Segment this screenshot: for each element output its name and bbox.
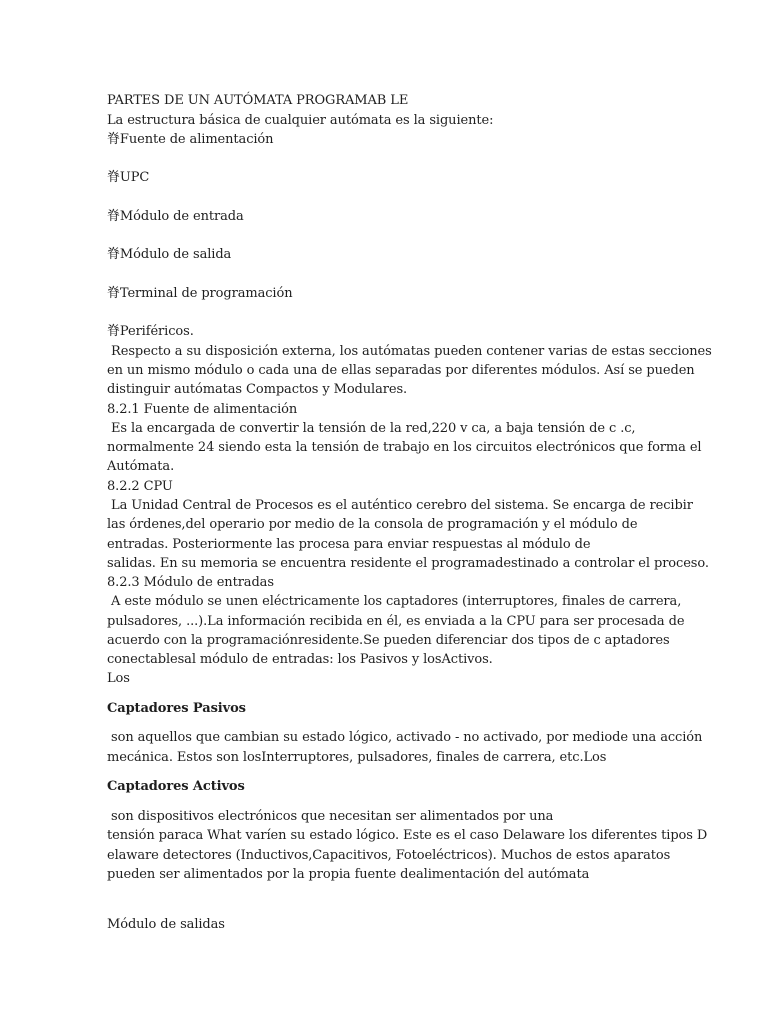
section-heading: 8.2.3 Módulo de entradas	[107, 575, 274, 590]
section-heading: 8.2.1 Fuente de alimentación	[107, 402, 298, 417]
paragraph-line: distinguir autómatas Compactos y Modulares.	[107, 382, 408, 397]
intro-text: La estructura básica de cualquier autómata es la siguiente:	[107, 113, 494, 128]
paragraph-line: La Unidad Central de Procesos es el auténtico cerebro del sistema. Se encarga de recibir	[107, 498, 693, 513]
bullet-icon: 脊	[107, 132, 120, 147]
bullet-label: UPC	[119, 170, 150, 185]
paragraph-line: elaware detectores (Inductivos,Capacitivos, Fotoeléctricos). Muchos de estos aparatos	[107, 848, 671, 863]
bullet-item	[107, 323, 194, 340]
paragraph-line: A este módulo se unen eléctricamente los captadores (interruptores, finales de carrera,	[107, 594, 682, 609]
bullet-label: Periféricos.	[119, 324, 194, 339]
paragraph-line: Es la encargada de convertir la tensión de la red,220 v ca, a baja tensión de c .c,	[107, 421, 636, 436]
bullet-icon: 脊	[107, 209, 120, 224]
section-heading: Módulo de salidas	[107, 917, 225, 932]
document-title: PARTES DE UN AUTÓMATA PROGRAMAB LE	[107, 93, 409, 108]
bullet-icon: 脊	[107, 170, 120, 185]
paragraph-line: conectablesal módulo de entradas: los Pasivos y losActivos.	[107, 652, 493, 667]
bullet-label: Fuente de alimentación	[119, 132, 274, 147]
bullet-label: Módulo de salida	[119, 247, 232, 262]
bullet-item	[107, 169, 149, 186]
section-heading: 8.2.2 CPU	[107, 479, 173, 494]
paragraph-line: son aquellos que cambian su estado lógico, activado - no activado, por mediode una acción	[107, 730, 703, 745]
paragraph-line: Respecto a su disposición externa, los autómatas pueden contener varias de estas secciones	[107, 344, 712, 359]
bullet-item	[107, 131, 273, 148]
paragraph-line: Autómata.	[107, 459, 175, 474]
paragraph-line: salidas. En su memoria se encuentra residente el programadestinado a controlar el proceso.	[107, 556, 709, 571]
paragraph-line: mecánica. Estos son losInterruptores, pulsadores, finales de carrera, etc.Los	[107, 750, 607, 765]
paragraph-line: entradas. Posteriormente las procesa para enviar respuestas al módulo de	[107, 537, 591, 552]
paragraph-line: tensión paraca What varíen su estado lógico. Este es el caso Delaware los diferentes tipos D	[107, 828, 708, 843]
subsection-heading: Captadores Activos	[107, 779, 245, 794]
bullet-icon: 脊	[107, 286, 120, 301]
paragraph-line: son dispositivos electrónicos que necesitan ser alimentados por una	[107, 809, 554, 824]
paragraph-line: Los	[107, 671, 130, 686]
bullet-icon: 脊	[107, 324, 120, 339]
paragraph-line: las órdenes,del operario por medio de la consola de programación y el módulo de	[107, 517, 638, 532]
paragraph-line: en un mismo módulo o cada una de ellas separadas por diferentes módulos. Así se pueden	[107, 363, 695, 378]
paragraph-line: acuerdo con la programaciónresidente.Se pueden diferenciar dos tipos de c aptadores	[107, 633, 670, 648]
paragraph-line: pulsadores, ...).La información recibida en él, es enviada a la CPU para ser procesada de	[107, 614, 685, 629]
bullet-item	[107, 246, 231, 263]
subsection-heading: Captadores Pasivos	[107, 701, 246, 716]
bullet-icon: 脊	[107, 247, 120, 262]
bullet-label: Módulo de entrada	[119, 209, 244, 224]
bullet-item	[107, 285, 293, 302]
bullet-item	[107, 208, 244, 225]
bullet-label: Terminal de programación	[119, 286, 293, 301]
paragraph-line: normalmente 24 siendo esta la tensión de trabajo en los circuitos electrónicos que forma el	[107, 440, 702, 455]
paragraph-line: pueden ser alimentados por la propia fuente dealimentación del autómata	[107, 867, 590, 882]
